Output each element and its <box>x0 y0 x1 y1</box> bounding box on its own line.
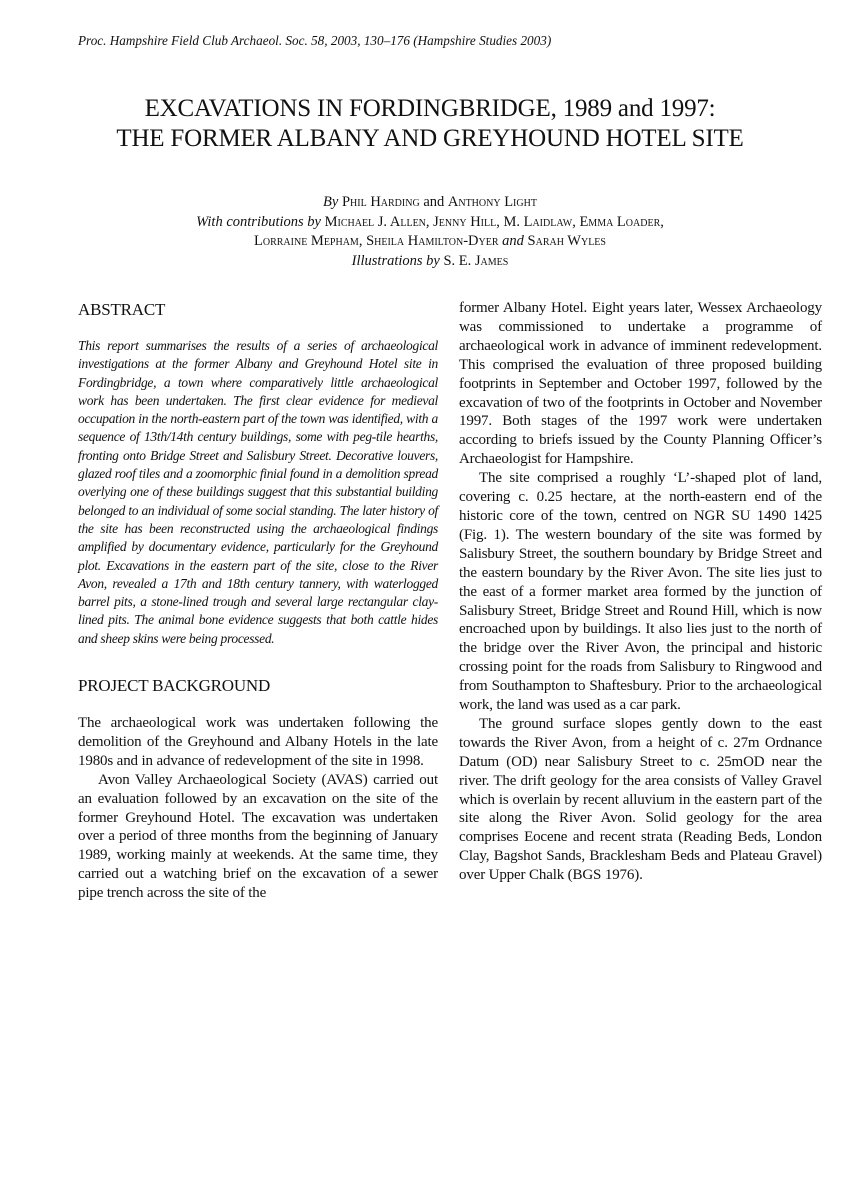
illustrations-line <box>100 252 760 272</box>
contributor-names: Lorraine Mepham, Sheila Hamilton-Dyer <box>254 233 499 249</box>
paragraph: Avon Valley Archaeological Society (AVAS) carried out an evaluation followed by an excavation on the site of the former Greyhound Hotel. The excavation was undertaken over a period of three months from the beginning of January 1989, working mainly at weekends. At the same time, they carried out a watching brief on the excavation of a sewer pipe trench across the site of the <box>78 771 438 902</box>
background-heading: PROJECT BACKGROUND <box>78 676 271 696</box>
paragraph: The site comprised a roughly ‘L’-shaped plot of land, covering c. 0.25 hectare, at the north-eastern end of the historic core of the town, centred on NGR SU 1490 1425 (Fig. 1). The western boundary of the site was formed by Salisbury Street, the southern boundary by Bridge Street and the eastern boundary by the River Avon. The site lies just to the east of a former market area formed by the junction of Salisbury Street, Bridge Street and Round Hill, which is now encroached upon by buildings. It also lies just to the north of the bridge over the River Avon, the principal and historic crossing point for the roads from Salisbury to Ringwood and from Southampton to Shaftesbury. Prior to the archaeological work, the land was used as a car park. <box>459 470 822 714</box>
journal-citation: Proc. Hampshire Field Club Archaeol. Soc. 58, 2003, 130–176 (Hampshire Studies 2003) <box>78 33 552 48</box>
paragraph: The archaeological work was undertaken following the demolition of the Greyhound and Albany Hotels in the late 1980s and in advance of redevelopment of the site in 1998. <box>78 715 438 769</box>
author-block <box>100 193 760 271</box>
illustrator-name: S. E. James <box>443 252 509 269</box>
contributor-names: Michael J. Allen, Jenny Hill, M. Laidlaw, Emma Loader, <box>324 213 664 230</box>
by-label: By <box>323 194 339 210</box>
and-word: and <box>502 233 524 249</box>
contributions-label: With contributions by <box>196 213 321 230</box>
and-word: and <box>423 194 445 210</box>
paragraph-continued: former Albany Hotel. Eight years later, Wessex Archaeology was commissioned to undertake a programme of archaeological work in advance of imminent redevelopment. This comprised the evaluation of three proposed building footprints in September and October 1997, followed by the excavation of two of the footprints in October and November 1997. Both stages of the 1997 work were undertaken according to briefs issued by the County Planning Officer’s Archaeologist for Hampshire. <box>459 300 822 468</box>
abstract-text: This report summarises the results of a series of archaeological investigations at the former Albany and Greyhound Hotel site in Fordingbridge, a town where comparatively little archaeological work has been undertaken. The first clear evidence for medieval occupation in the north-eastern part of the town was identified, with a sequence of 13th/14th century buildings, some with peg-tile hearths, fronting onto Bridge Street and Salisbury Street. Decorative louvers, glazed roof tiles and a zoomorphic finial found in a demolition spread overlying one of these buildings suggest that this substantial building belonged to an individual of some social standing. The later history of the site has been reconstructed using the archaeological findings amplified by documentary evidence, particularly for the Greyhound plot. Excavations in the eastern part of the site, close to the River Avon, revealed a 17th and 18th century tannery, with waterlogged barrel pits, a stone-lined trough and several large rectangular clay-lined pits. The animal bone evidence suggests that both cattle hides and sheep skins were being processed. <box>78 338 438 646</box>
contributor-names: Sarah Wyles <box>527 233 606 249</box>
illustrations-label: Illustrations by <box>351 252 440 269</box>
right-column <box>459 299 822 885</box>
author-name: Phil Harding <box>341 194 420 210</box>
left-column <box>78 300 438 903</box>
abstract-heading: ABSTRACT <box>78 300 166 319</box>
title-line-1: EXCAVATIONS IN FORDINGBRIDGE, 1989 and 1997: <box>144 95 716 122</box>
author-name: Anthony Light <box>447 194 537 210</box>
contributors-line-1 <box>100 213 760 233</box>
paragraph: The ground surface slopes gently down to the east towards the River Avon, from a height of c. 27m Ordnance Datum (OD) near Salisbury Street to c. 25mOD near the river. The drift geology for the area consists of Valley Gravel which is overlain by recent alluvium in the eastern part of the site along the River Avon. Solid geology for the area comprises Eocene and recent strata (Reading Beds, London Clay, Bagshot Sands, Bracklesham Beds and Plateau Gravel) over Upper Chalk (BGS 1976). <box>459 715 822 884</box>
authors-line <box>100 193 760 213</box>
title-line-2: THE FORMER ALBANY AND GREYHOUND HOTEL SITE <box>116 125 744 152</box>
article-title <box>60 94 800 154</box>
contributors-line-2 <box>100 232 760 252</box>
